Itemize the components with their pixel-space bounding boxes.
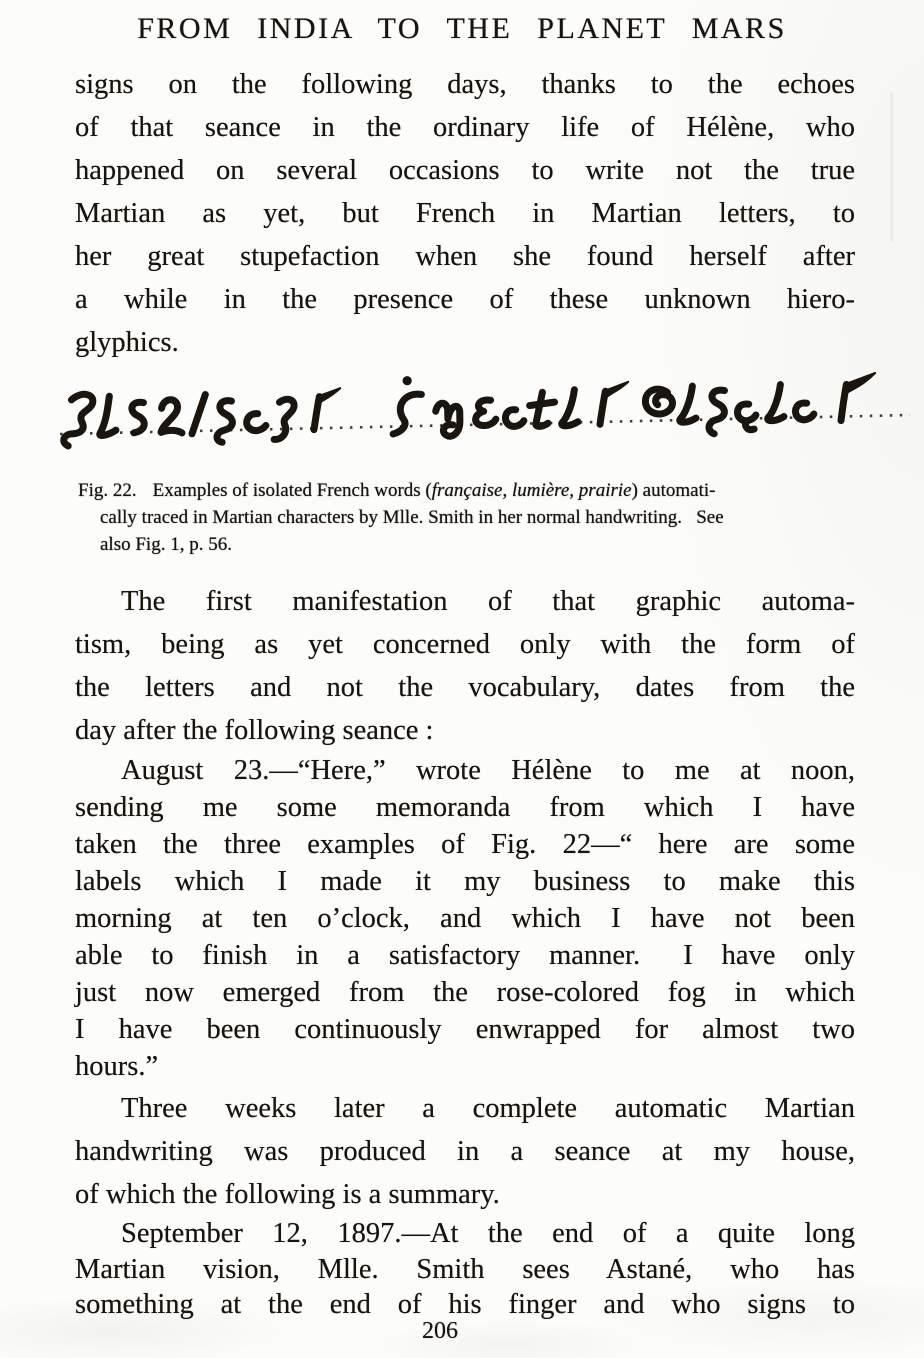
caption-italic-words: française, lumière, prairie — [431, 480, 632, 501]
text-line: Three weeks later a complete automatic Martian — [121, 1093, 855, 1124]
martian-word-francaise — [63, 388, 341, 446]
martian-word-lumiere — [392, 373, 629, 437]
text-line: her great stupefaction when she found herself after — [75, 241, 855, 272]
text-line: day after the following seance : — [75, 715, 434, 746]
text-line: tism, being as yet concerned only with the form of — [75, 629, 855, 660]
text-line: Martian as yet, but French in Martian letters, to — [75, 198, 855, 229]
scan-artifact — [890, 92, 893, 242]
text-line: something at the end of his finger and who signs to — [75, 1289, 855, 1320]
text-line: morning at ten o’clock, and which I have not been — [75, 903, 855, 934]
figure-caption-line — [78, 477, 855, 504]
paragraph — [75, 1087, 855, 1216]
text-line: hours.” — [75, 1051, 159, 1082]
text-line: glyphics. — [75, 327, 179, 358]
text-line: signs on the following days, thanks to the echoes — [75, 69, 855, 100]
figure-label: Fig. 22. — [78, 480, 137, 501]
text-line: September 12, 1897.—At the end of a quite long — [121, 1218, 855, 1249]
paragraph — [75, 63, 855, 364]
caption-text: Examples of isolated French words ( — [152, 480, 432, 501]
text-line: of that seance in the ordinary life of Hélène, who — [75, 112, 855, 143]
text-line: happened on several occasions to write not the true — [75, 155, 855, 186]
figure-caption — [78, 477, 855, 558]
text-line: Martian vision, Mlle. Smith sees Astané, who has — [75, 1253, 855, 1285]
text-line: I have been continuously enwrapped for almost two — [75, 1014, 855, 1045]
paragraph — [75, 752, 855, 1085]
figure-caption-line: also Fig. 1, p. 56. — [100, 534, 232, 555]
text-line: labels which I made it my business to make this — [75, 866, 855, 897]
text-line: able to finish in a satisfactory manner. I have only — [75, 940, 855, 971]
text-line: handwriting was produced in a seance at my house, — [75, 1136, 855, 1167]
page-number: 206 — [422, 1318, 458, 1344]
paragraph — [75, 580, 855, 752]
martian-word-prairie — [645, 373, 876, 435]
text-line: sending me some memoranda from which I have — [75, 792, 855, 823]
text-line: just now emerged from the rose-colored fog in which — [75, 977, 855, 1008]
caption-text: ) automati- — [631, 480, 716, 501]
martian-script-figure — [58, 358, 914, 470]
text-line: the letters and not the vocabulary, dates from the — [75, 672, 855, 703]
text-line: The first manifestation of that graphic automa- — [121, 586, 855, 617]
text-line: taken the three examples of Fig. 22—“ here are some — [75, 829, 855, 860]
running-head: FROM INDIA TO THE PLANET MARS — [137, 12, 787, 45]
figure-caption-line: cally traced in Martian characters by Mlle. Smith in her normal handwriting. See — [100, 507, 724, 528]
text-line: a while in the presence of these unknown hiero- — [75, 284, 855, 315]
text-line: of which the following is a summary. — [75, 1179, 500, 1210]
paragraph — [75, 1216, 855, 1323]
text-line: August 23.—“Here,” wrote Hélène to me at noon, — [121, 755, 855, 786]
